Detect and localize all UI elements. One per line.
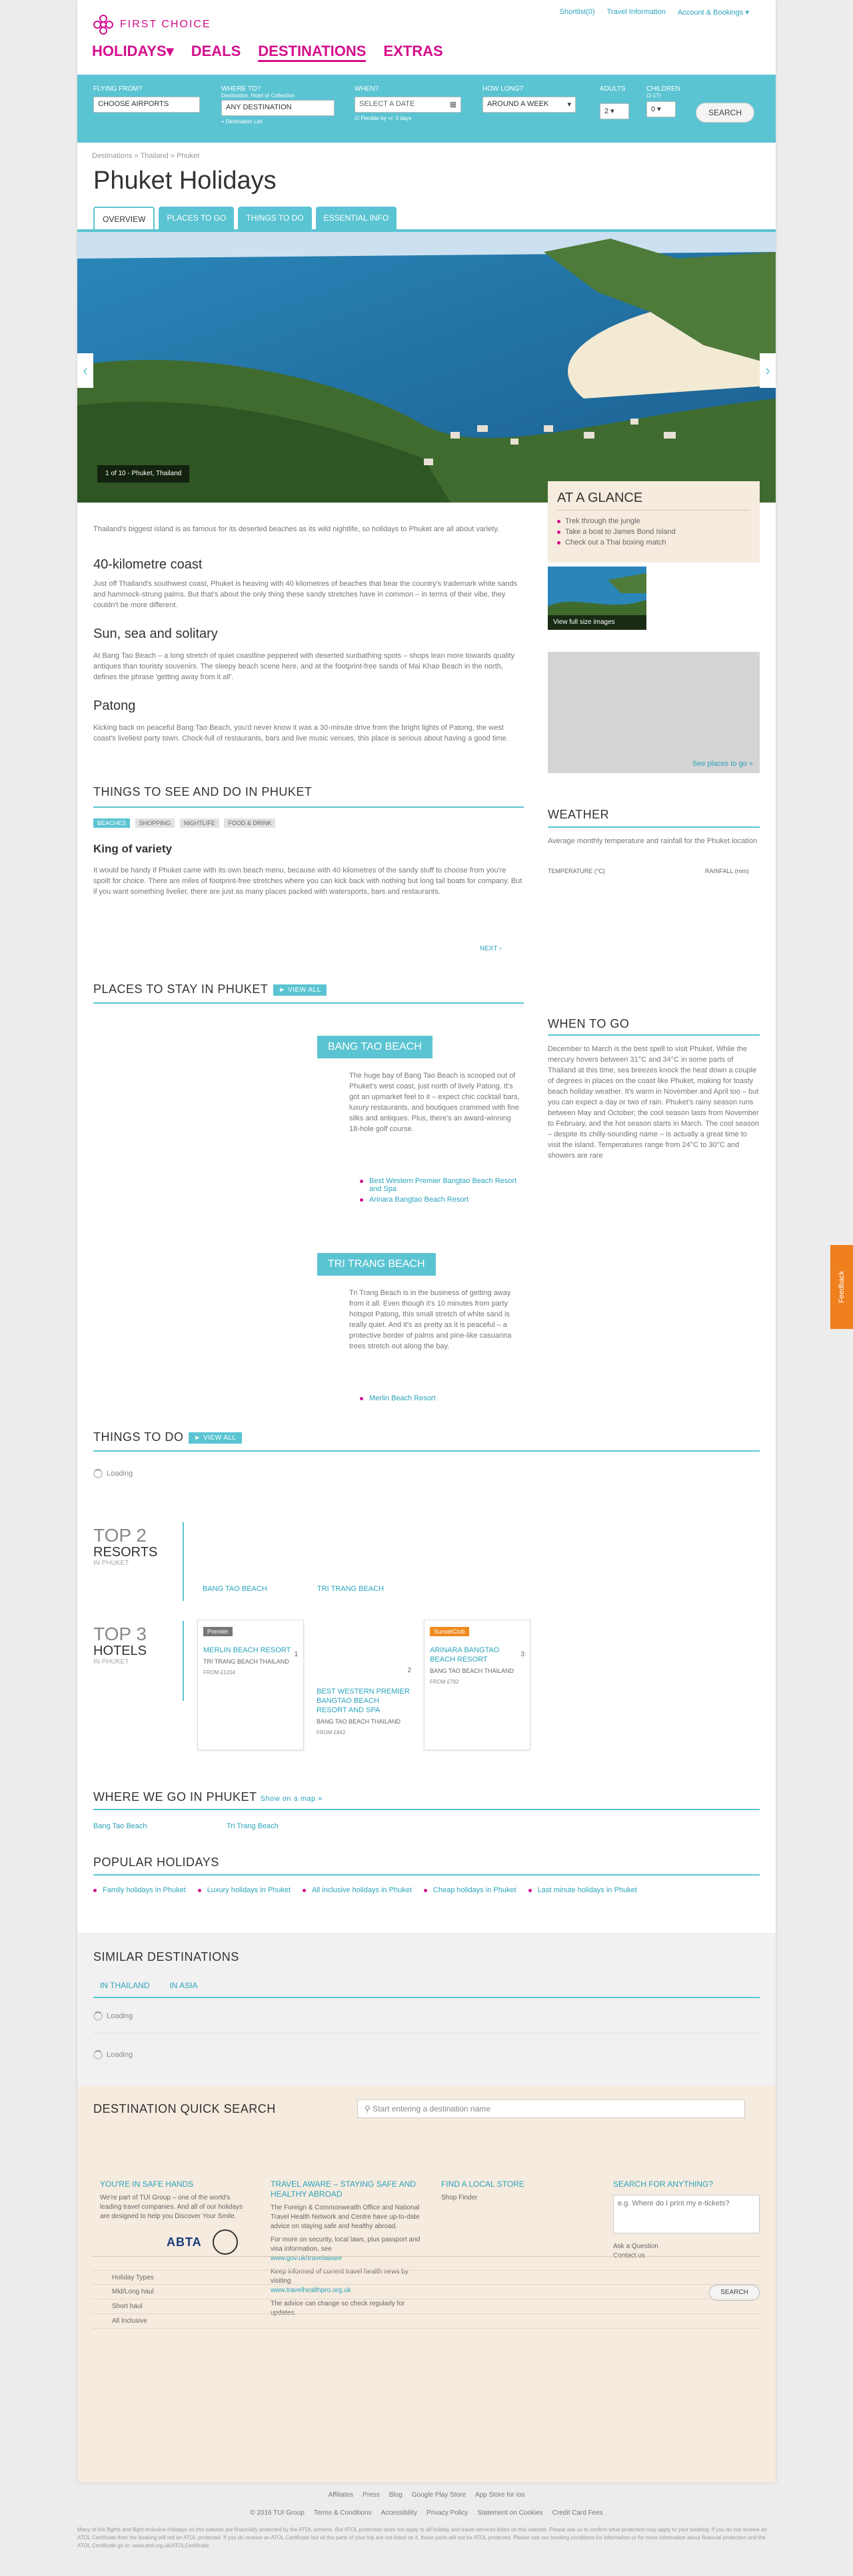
things-next-button[interactable]: NEXT › <box>480 945 502 952</box>
divider <box>93 806 524 808</box>
glance-title: AT A GLANCE <box>557 491 750 511</box>
bang-tao-hotels <box>360 1174 524 1206</box>
todo-title: THINGS TO DO ► VIEW ALL <box>93 1430 242 1444</box>
hotel-name[interactable]: BEST WESTERN PREMIER BANGTAO BEACH RESORT AND SPA <box>317 1688 410 1714</box>
filter-food-drink[interactable]: FOOD & DRINK <box>224 818 275 828</box>
copyright: © 2016 TUI Group <box>250 2509 305 2517</box>
filter-shopping[interactable]: SHOPPING <box>135 818 175 828</box>
divider <box>548 1034 760 1036</box>
rainfall-label: RAINFALL (mm) <box>705 868 749 874</box>
destination-input[interactable]: ANY DESTINATION <box>221 100 335 116</box>
destination-list-link[interactable]: ⌖ Destination List <box>221 119 263 125</box>
brand-name: FIRST CHOICE <box>120 19 211 30</box>
search-button[interactable]: SEARCH <box>696 103 754 123</box>
when-field: WHEN? SELECT A DATE ▦ ☑ Flexible by +/- 3 days <box>355 85 461 121</box>
footer-col-store: FIND A LOCAL STORE Shop Finder <box>441 2179 594 2203</box>
footer-row-link[interactable]: Short haul <box>92 2299 760 2314</box>
children-field: CHILDREN (2-17) 0 ▾ <box>646 85 680 117</box>
popular-link[interactable]: All inclusive holidays in Phuket <box>303 1886 412 1894</box>
section-text-coast: Just off Thailand's southwest coast, Phuket is heaving with 40 kilometres of beaches that bear the country's trademark white sands and hammock-strung palms. But that's about the only thing these sandy stretches have in common – in terms of their vibe, they couldn't be more different. <box>93 580 518 609</box>
travelhealth-link[interactable]: www.travelhealthpro.org.uk <box>271 2287 351 2294</box>
view-full-size-link[interactable]: View full size images <box>548 615 646 630</box>
section-text-sun: At Bang Tao Beach – a long stretch of quiet coastline peppered with deserted sunbathing spots – shops lean more towards quality antiques than touristy souvenirs. The sleepy beach scene here, and at the footprint-free sands of Mai Khao Beach in the north, defines the phrase 'getting away from it all'. <box>93 652 515 681</box>
hotel-link[interactable]: Arinara Bangtao Beach Resort <box>360 1196 524 1204</box>
tab-things-to-do[interactable]: THINGS TO DO <box>238 207 311 229</box>
divider <box>93 1450 760 1452</box>
bottom-link[interactable]: Press <box>363 2491 380 2499</box>
beach-text-bang-tao: The huge bay of Bang Tao Beach is scooped out of Phuket's west coast, just north of lively Patong. It's got an upmarket feel to it – expect chic cocktail bars, luxury restaurants, and boutiques crammed with fine silks and antiques. Plus, there's an award-winning 18-hole golf course. <box>349 1072 520 1133</box>
bottom-links <box>0 2491 853 2517</box>
adults-field: ADULTS 2 ▾ <box>600 85 629 119</box>
map-box[interactable] <box>548 652 760 773</box>
divider <box>183 1621 184 1701</box>
shortlist-link[interactable]: Shortlist(0) <box>559 8 595 16</box>
where-to-field: WHERE TO? Destination, Hotel or Collection ANY DESTINATION ⌖ Destination List <box>221 85 335 125</box>
hotel-location: BANG TAO BEACH THAILAND <box>317 1718 401 1725</box>
stay-title: PLACES TO STAY IN PHUKET ► VIEW ALL <box>93 982 327 996</box>
bottom-link[interactable]: Terms & Conditions <box>313 2509 372 2517</box>
flower-logo-icon <box>92 13 115 36</box>
things-heading: King of variety <box>93 842 173 855</box>
tab-in-asia[interactable]: IN ASIA <box>169 1981 198 1990</box>
section-heading-patong: Patong <box>93 698 136 713</box>
show-on-map-link[interactable]: Show on a map » <box>260 1795 323 1803</box>
spinner-icon <box>93 2050 103 2059</box>
tri-trang-hotels <box>360 1392 524 1405</box>
section-text-patong: Kicking back on peaceful Bang Tao Beach, you'd never know it was a 30-minute drive from the bright lights of Patong, the west coast's liveliest party town. Chock-full of restaurants, bars and live music venues, this place is serious about having a good time. <box>93 724 508 742</box>
divider <box>93 1874 760 1876</box>
top-resort-link[interactable]: TRI TRANG BEACH <box>317 1585 385 1593</box>
carousel-prev-button[interactable]: ‹ <box>77 353 93 388</box>
hotel-badge: SunsetClub <box>430 1627 469 1636</box>
things-text: It would be handy if Phuket came with its own beach menu, because with 40 kilometres of the sandy stuff to choose from you're spoilt for choice. There are miles of footprint-free stretches where you can kick back with nothing but long tail boats for company. But if you want something livelier, there are just as many places packed with watersports, bars and restaurants. <box>93 866 522 896</box>
help-search-input[interactable] <box>613 2195 760 2233</box>
hotel-link[interactable]: Best Western Premier Bangtao Beach Resort and Spa <box>360 1177 524 1193</box>
popular-list <box>93 1884 733 1897</box>
footer-row-link[interactable]: Holiday Types <box>92 2270 760 2285</box>
wherego-title: WHERE WE GO IN PHUKET Show on a map » <box>93 1790 323 1804</box>
adults-select[interactable]: 2 ▾ <box>600 103 629 119</box>
hotel-card[interactable] <box>197 1620 304 1750</box>
hero-image <box>77 232 776 503</box>
popular-link[interactable]: Cheap holidays in Phuket <box>424 1886 516 1894</box>
top2-label: TOP 2 RESORTS IN PHUKET <box>93 1525 158 1567</box>
nav-extras[interactable]: EXTRAS <box>383 43 443 59</box>
temperature-label: TEMPERATURE (°C) <box>548 868 605 874</box>
hero-carousel[interactable] <box>77 232 776 503</box>
travel-info-link[interactable]: Travel Information <box>606 8 666 16</box>
hotel-card[interactable] <box>424 1620 530 1750</box>
footer-row-link[interactable]: Mid/Long haul <box>92 2285 760 2299</box>
bottom-link[interactable]: Affiliates <box>328 2491 354 2499</box>
beach-heading-tri-trang[interactable]: TRI TRANG BEACH <box>317 1253 436 1276</box>
page-title: Phuket Holidays <box>93 167 277 195</box>
todo-loading: Loading <box>93 1469 133 1478</box>
see-places-link[interactable]: See places to go » <box>692 760 753 768</box>
breadcrumb[interactable]: Destinations » Thailand » Phuket <box>92 152 200 160</box>
footer-row-link[interactable]: All Inclusive <box>92 2314 760 2329</box>
similar-loading: Loading <box>93 2050 133 2059</box>
account-link[interactable]: Account & Bookings ▾ <box>677 9 749 17</box>
weather-title: WEATHER <box>548 808 610 821</box>
tab-in-thailand[interactable]: IN THAILAND <box>100 1981 150 1990</box>
gallery-thumbnail[interactable] <box>548 567 646 630</box>
search-panel <box>77 75 776 143</box>
main-nav <box>92 43 443 62</box>
when-title: WHEN TO GO <box>548 1017 630 1030</box>
search-icon: ⚲ <box>365 2104 371 2113</box>
bottom-link[interactable]: App Store for ios <box>474 2491 525 2499</box>
carousel-next-button[interactable]: › <box>760 353 776 388</box>
section-heading-sun: Sun, sea and solitary <box>93 627 218 641</box>
divider <box>183 1522 184 1601</box>
hero-caption: 1 of 10 - Phuket, Thailand <box>97 465 189 483</box>
duration-select[interactable]: AROUND A WEEK ▾ <box>482 97 576 113</box>
date-input[interactable]: SELECT A DATE ▦ <box>355 97 461 113</box>
divider <box>93 1809 760 1810</box>
hotel-rank: 1 <box>294 1651 298 1658</box>
when-text: December to March is the best spell to visit Phuket. While the mercury hovers between 31°C and 34°C in some parts of Thailand at this time, sea breezes knock the heat down a couple of degrees in places on the coast like Phuket, making for toasty beach holiday weather. It's warm in November and April too – but you can expect a day or two of rain. Phuket's rainy season runs between May and October; the cool season lasts from November to February, and the hot season starts in March. The cool season – despite its chilly-sounding name – is actually a great time to visit the island. Temperatures range from 24°C to 30°C and showers are rare <box>548 1045 759 1160</box>
gov-link[interactable]: www.gov.uk/travelaware <box>271 2255 343 2262</box>
at-a-glance-box <box>548 481 760 563</box>
todo-view-all-button[interactable]: ► VIEW ALL <box>189 1432 241 1444</box>
ask-question-link[interactable]: Ask a Question <box>613 2243 658 2250</box>
similar-section <box>77 1933 776 2086</box>
hotel-link[interactable]: Merlin Beach Resort <box>360 1394 524 1402</box>
nav-destinations[interactable]: DESTINATIONS <box>258 43 366 62</box>
divider <box>93 1002 524 1004</box>
chevron-down-icon: ▾ <box>567 101 571 109</box>
hotel-price: FROM £842 <box>317 1730 346 1736</box>
things-title: THINGS TO SEE AND DO IN PHUKET <box>93 785 313 798</box>
stay-view-all-button[interactable]: ► VIEW ALL <box>273 984 326 996</box>
similar-title: SIMILAR DESTINATIONS <box>93 1950 239 1963</box>
abta-logo: ABTA <box>167 2235 202 2249</box>
bottom-link[interactable]: Statement on Cookies <box>477 2509 543 2517</box>
hotel-name[interactable]: MERLIN BEACH RESORT <box>203 1646 291 1654</box>
popular-title: POPULAR HOLIDAYS <box>93 1856 219 1869</box>
quick-search-title: DESTINATION QUICK SEARCH <box>93 2102 276 2115</box>
footer-col-travel-aware: TRAVEL AWARE – STAYING SAFE AND HEALTHY ABROAD The Foreign & Commonwealth Office and National Travel Health Network and Centre have up-to-date advice on staying safe and healthy abroad. For more on security, local laws, plus passport and visa information, see www.gov.uk/travelaware Keep informed of current travel health news by visiting www.travelhealthpro.org.uk The advice can change so check regularly for updates. <box>271 2179 424 2318</box>
how-long-field: HOW LONG? AROUND A WEEK ▾ <box>482 85 576 113</box>
brand-logo[interactable] <box>92 13 211 36</box>
popular-link[interactable]: Last minute holidays in Phuket <box>528 1886 637 1894</box>
spinner-icon <box>93 1469 103 1478</box>
bottom-link[interactable]: Credit Card Fees <box>552 2509 603 2517</box>
bottom-link[interactable]: Accessibility <box>381 2509 418 2517</box>
filter-beaches[interactable]: BEACHES <box>93 818 130 828</box>
things-filters <box>93 817 278 828</box>
glance-item: Take a boat to James Bond Island <box>557 528 750 536</box>
spinner-icon <box>93 2011 103 2021</box>
quick-search-input[interactable]: ⚲ Start entering a destination name <box>357 2099 745 2118</box>
help-search-button[interactable]: SEARCH <box>709 2285 760 2301</box>
top3-label: TOP 3 HOTELS IN PHUKET <box>93 1624 147 1666</box>
popular-link[interactable]: Family holidays in Phuket <box>93 1886 186 1894</box>
hotel-price: FROM £1204 <box>203 1670 236 1676</box>
where-link[interactable]: Tri Trang Beach <box>227 1822 279 1830</box>
flexible-checkbox[interactable]: ☑ Flexible by +/- 3 days <box>355 115 412 121</box>
bottom-link[interactable]: Privacy Policy <box>426 2509 468 2517</box>
tab-overview[interactable]: OVERVIEW <box>93 207 155 229</box>
top-resort-link[interactable]: BANG TAO BEACH <box>203 1585 267 1593</box>
nav-holidays[interactable]: HOLIDAYS▾ <box>92 43 174 59</box>
footer-link-table <box>92 2256 760 2329</box>
hotel-rank: 2 <box>407 1667 411 1674</box>
similar-loading: Loading <box>93 2011 133 2021</box>
tab-places-to-go[interactable]: PLACES TO GO <box>159 207 234 229</box>
where-link[interactable]: Bang Tao Beach <box>93 1822 147 1830</box>
atol-logo-icon <box>213 2229 238 2255</box>
calendar-icon: ▦ <box>449 101 456 109</box>
beach-text-tri-trang: Tri Trang Beach is in the business of getting away from it all. Even though it's 10 minutes from party hotspot Patong, this small stretch of white sand is really quiet. And it's as pretty as it is peaceful – a protective border of palms and pine-like casuarina trees stretch out along the bay. <box>349 1289 512 1350</box>
flying-from-select[interactable]: CHOOSE AIRPORTS <box>93 97 200 113</box>
footer-col-search: SEARCH FOR ANYTHING? e.g. Where do I print my e-tickets? Ask a Question Contact us SEARCH <box>613 2179 760 2261</box>
popular-link[interactable]: Luxury holidays in Phuket <box>198 1886 291 1894</box>
hotel-card[interactable] <box>311 1620 417 1750</box>
similar-tabs <box>100 1981 198 1990</box>
filter-nightlife[interactable]: NIGHTLIFE <box>180 818 219 828</box>
glance-item: Trek through the jungle <box>557 517 750 525</box>
page <box>77 0 776 2483</box>
flying-from-field: FLYING FROM? CHOOSE AIRPORTS <box>93 85 200 113</box>
bottom-link[interactable]: Google Play Store <box>411 2491 466 2499</box>
intro-text: Thailand's biggest island is as famous for its deserted beaches as its wild nightlife, so holidays to Phuket are all about variety. <box>93 525 500 533</box>
shop-finder-link[interactable]: Shop Finder <box>441 2194 478 2201</box>
bottom-link[interactable]: Blog <box>389 2491 403 2499</box>
hotel-location: TRI TRANG BEACH THAILAND <box>203 1658 289 1665</box>
destination-tabs <box>93 207 397 229</box>
divider <box>548 826 760 828</box>
feedback-tab[interactable]: Feedback <box>830 1245 853 1329</box>
glance-item: Check out a Thai boxing match <box>557 539 750 547</box>
legal-text: Many of the flights and flight-inclusive holidays on this website are financially protected by the ATOL scheme. But ATOL protection does not apply to all holiday and travel services listed on this website. Please ask us to confirm what protection may apply to your booking. If you do not receive an ATOL Certificate then the booking will not be ATOL protected. If you do receive an ATOL Certificate but all the parts of your trip are not listed on it, those parts will not be ATOL protected. Please see our booking conditions for information or for more information about financial protection and the ATOL Certificate go to: www.atol.org.uk/ATOLCertificate <box>77 2527 767 2549</box>
hotel-rank: 3 <box>520 1651 524 1658</box>
hotel-location: BANG TAO BEACH THAILAND <box>430 1668 514 1674</box>
nav-deals[interactable]: DEALS <box>191 43 241 59</box>
beach-heading-bang-tao[interactable]: BANG TAO BEACH <box>317 1036 432 1058</box>
hotel-badge: Premier <box>203 1627 233 1636</box>
top-links <box>560 8 749 17</box>
tab-essential-info[interactable]: ESSENTIAL INFO <box>316 207 397 229</box>
contact-us-link[interactable]: Contact us <box>613 2252 645 2259</box>
section-heading-coast: 40-kilometre coast <box>93 557 203 572</box>
quick-search-section <box>77 2086 776 2133</box>
hotel-price: FROM £782 <box>430 1679 459 1685</box>
divider <box>93 1997 760 1998</box>
weather-text: Average monthly temperature and rainfall for the Phuket location <box>548 837 758 845</box>
children-select[interactable]: 0 ▾ <box>646 101 676 117</box>
hotel-name[interactable]: ARINARA BANGTAO BEACH RESORT <box>430 1646 500 1664</box>
footer-col-safe: YOU'RE IN SAFE HANDS We're part of TUI Group – one of the world's leading travel companies. And all of our holidays are designed to help you Discover Your Smile. ABTA <box>100 2179 253 2255</box>
